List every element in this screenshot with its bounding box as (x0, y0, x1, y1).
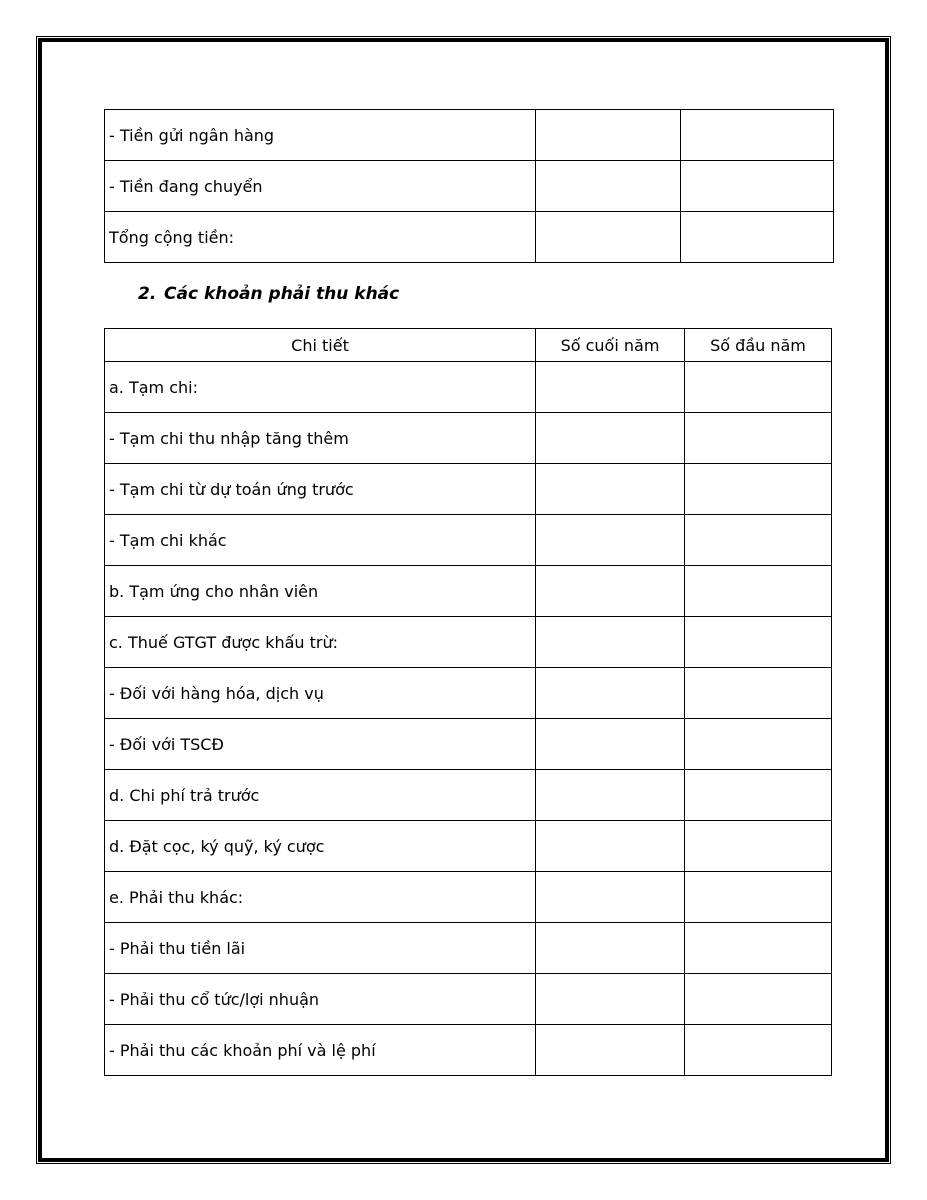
table-row (105, 515, 832, 566)
start-of-year-cell (685, 668, 832, 719)
table-row (105, 923, 832, 974)
column-header-start-of-year: Số đầu năm (685, 329, 832, 362)
start-of-year-cell (685, 1025, 832, 1076)
table-row (105, 413, 832, 464)
table-row (105, 617, 832, 668)
end-of-year-cell (536, 617, 685, 668)
start-of-year-cell (685, 413, 832, 464)
end-of-year-cell (536, 719, 685, 770)
start-of-year-cell (685, 617, 832, 668)
table-row (105, 719, 832, 770)
start-of-year-cell (685, 464, 832, 515)
table-row (105, 362, 832, 413)
start-of-year-cell (681, 212, 834, 263)
end-of-year-cell (536, 212, 681, 263)
table-row (105, 110, 834, 161)
start-of-year-cell (685, 872, 832, 923)
end-of-year-cell (536, 515, 685, 566)
table-row (105, 974, 832, 1025)
row-label: - Đối với hàng hóa, dịch vụ (105, 668, 536, 719)
section-heading (138, 284, 399, 304)
end-of-year-cell (536, 464, 685, 515)
section-number: 2. (138, 284, 157, 304)
start-of-year-cell (685, 515, 832, 566)
table-row (105, 821, 832, 872)
end-of-year-cell (536, 974, 685, 1025)
end-of-year-cell (536, 161, 681, 212)
end-of-year-cell (536, 413, 685, 464)
start-of-year-cell (685, 923, 832, 974)
end-of-year-cell (536, 1025, 685, 1076)
row-label: Tổng cộng tiền: (105, 212, 536, 263)
end-of-year-cell (536, 923, 685, 974)
end-of-year-cell (536, 821, 685, 872)
row-label: - Tiền đang chuyển (105, 161, 536, 212)
end-of-year-cell (536, 110, 681, 161)
row-label: - Tạm chi từ dự toán ứng trước (105, 464, 536, 515)
row-label: - Phải thu cổ tức/lợi nhuận (105, 974, 536, 1025)
table-row (105, 1025, 832, 1076)
end-of-year-cell (536, 770, 685, 821)
end-of-year-cell (536, 668, 685, 719)
table-row (105, 464, 832, 515)
row-label: c. Thuế GTGT được khấu trừ: (105, 617, 536, 668)
table-row (105, 161, 834, 212)
section-title: Các khoản phải thu khác (164, 284, 400, 304)
row-label: - Đối với TSCĐ (105, 719, 536, 770)
end-of-year-cell (536, 362, 685, 413)
table-row (105, 668, 832, 719)
start-of-year-cell (685, 566, 832, 617)
start-of-year-cell (685, 770, 832, 821)
row-label: - Tiền gửi ngân hàng (105, 110, 536, 161)
table-row (105, 212, 834, 263)
row-label: b. Tạm ứng cho nhân viên (105, 566, 536, 617)
end-of-year-cell (536, 872, 685, 923)
table-row (105, 872, 832, 923)
start-of-year-cell (681, 110, 834, 161)
table-header-row (105, 329, 832, 362)
table-row (105, 770, 832, 821)
column-header-detail: Chi tiết (105, 329, 536, 362)
cash-table (104, 109, 834, 263)
row-label: - Phải thu tiền lãi (105, 923, 536, 974)
start-of-year-cell (685, 974, 832, 1025)
start-of-year-cell (685, 719, 832, 770)
start-of-year-cell (685, 821, 832, 872)
receivables-table (104, 328, 832, 1076)
row-label: - Tạm chi khác (105, 515, 536, 566)
row-label: e. Phải thu khác: (105, 872, 536, 923)
column-header-end-of-year: Số cuối năm (536, 329, 685, 362)
row-label: - Tạm chi thu nhập tăng thêm (105, 413, 536, 464)
row-label: d. Đặt cọc, ký quỹ, ký cược (105, 821, 536, 872)
row-label: - Phải thu các khoản phí và lệ phí (105, 1025, 536, 1076)
row-label: a. Tạm chi: (105, 362, 536, 413)
row-label: d. Chi phí trả trước (105, 770, 536, 821)
start-of-year-cell (681, 161, 834, 212)
end-of-year-cell (536, 566, 685, 617)
table-row (105, 566, 832, 617)
start-of-year-cell (685, 362, 832, 413)
